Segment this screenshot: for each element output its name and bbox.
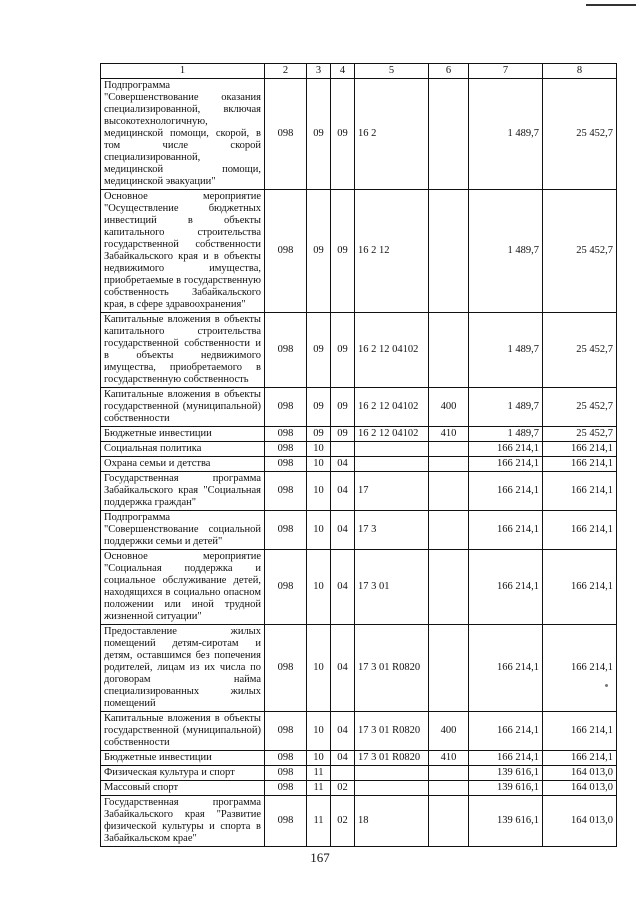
- amount-col7-cell: 166 214,1: [469, 442, 543, 457]
- expense-type-cell: [429, 472, 469, 511]
- name-cell: Капитальные вложения в объекты государственной (муниципальной) собственности: [101, 388, 265, 427]
- expense-type-cell: [429, 781, 469, 796]
- amount-col7-cell: 166 214,1: [469, 472, 543, 511]
- ministry-code-cell: 098: [265, 472, 307, 511]
- amount-col7-cell: 166 214,1: [469, 457, 543, 472]
- amount-col8-cell: 25 452,7: [543, 388, 617, 427]
- subsection-code-cell: 04: [331, 751, 355, 766]
- section-code-cell: 10: [307, 550, 331, 625]
- section-code-cell: 10: [307, 472, 331, 511]
- name-cell: Государственная программа Забайкальского края "Социальная поддержка граждан": [101, 472, 265, 511]
- name-cell: Подпрограмма "Совершенствование оказания специализированной, включая высокотехнологичную, медицинской помощи, скорой, в том числе скорой специализированной, медицинской помощи, медицинской эвакуации": [101, 79, 265, 190]
- ministry-code-cell: 098: [265, 712, 307, 751]
- amount-col7-cell: 1 489,7: [469, 190, 543, 313]
- section-code-cell: 09: [307, 388, 331, 427]
- subsection-code-cell: 09: [331, 388, 355, 427]
- subsection-code-cell: 09: [331, 427, 355, 442]
- table-row: [101, 79, 617, 190]
- header-cell: 8: [543, 64, 617, 79]
- scan-corner-mark: [586, 4, 636, 6]
- amount-col8-cell: 166 214,1: [543, 712, 617, 751]
- expense-type-cell: [429, 511, 469, 550]
- subsection-code-cell: 04: [331, 457, 355, 472]
- subsection-code-cell: 04: [331, 625, 355, 712]
- ministry-code-cell: 098: [265, 751, 307, 766]
- amount-col7-cell: 166 214,1: [469, 625, 543, 712]
- ministry-code-cell: 098: [265, 313, 307, 388]
- amount-col7-cell: 166 214,1: [469, 751, 543, 766]
- amount-col8-cell: 166 214,1: [543, 550, 617, 625]
- table-row: [101, 712, 617, 751]
- target-article-cell: [355, 442, 429, 457]
- amount-col7-cell: 1 489,7: [469, 427, 543, 442]
- name-cell: Социальная политика: [101, 442, 265, 457]
- expense-type-cell: 410: [429, 751, 469, 766]
- subsection-code-cell: 02: [331, 796, 355, 847]
- expense-type-cell: [429, 79, 469, 190]
- table-row: [101, 472, 617, 511]
- section-code-cell: 11: [307, 781, 331, 796]
- target-article-cell: 16 2 12: [355, 190, 429, 313]
- section-code-cell: 11: [307, 766, 331, 781]
- section-code-cell: 09: [307, 79, 331, 190]
- target-article-cell: 16 2 12 04102: [355, 313, 429, 388]
- table-row: [101, 457, 617, 472]
- amount-col7-cell: 166 214,1: [469, 550, 543, 625]
- header-cell: 6: [429, 64, 469, 79]
- section-code-cell: 09: [307, 190, 331, 313]
- subsection-code-cell: 04: [331, 712, 355, 751]
- header-row: [101, 64, 617, 79]
- name-cell: Бюджетные инвестиции: [101, 751, 265, 766]
- ministry-code-cell: 098: [265, 796, 307, 847]
- target-article-cell: 16 2: [355, 79, 429, 190]
- name-cell: Основное мероприятие "Осуществление бюджетных инвестиций в объекты капитального строительства государственной собственности Забайкальского края и в объекты недвижимого имущества, приобретаемые в государственную собственность Забайкальского края, в сфере здравоохранения": [101, 190, 265, 313]
- name-cell: Основное мероприятие "Социальная поддержка и социальное обслуживание детей, находящихся в социально опасном положении или иной трудной жизненной ситуации": [101, 550, 265, 625]
- amount-col7-cell: 139 616,1: [469, 796, 543, 847]
- section-code-cell: 09: [307, 313, 331, 388]
- section-code-cell: 10: [307, 457, 331, 472]
- amount-col8-cell: 25 452,7: [543, 427, 617, 442]
- amount-col8-cell: 166 214,1: [543, 457, 617, 472]
- table-row: [101, 427, 617, 442]
- ministry-code-cell: 098: [265, 511, 307, 550]
- header-cell: 2: [265, 64, 307, 79]
- amount-col8-cell: 166 214,1: [543, 442, 617, 457]
- name-cell: Предоставление жилых помещений детям-сиротам и детям, оставшимся без попечения родителей, лицам из их числа по договорам найма специализированных жилых помещений: [101, 625, 265, 712]
- ministry-code-cell: 098: [265, 190, 307, 313]
- amount-col8-cell: 25 452,7: [543, 190, 617, 313]
- expense-type-cell: [429, 457, 469, 472]
- target-article-cell: 18: [355, 796, 429, 847]
- expense-type-cell: [429, 796, 469, 847]
- header-cell: 4: [331, 64, 355, 79]
- header-cell: 7: [469, 64, 543, 79]
- expense-type-cell: [429, 313, 469, 388]
- subsection-code-cell: 09: [331, 79, 355, 190]
- target-article-cell: 17 3 01 R0820: [355, 625, 429, 712]
- amount-col8-cell: 164 013,0: [543, 781, 617, 796]
- amount-col7-cell: 1 489,7: [469, 388, 543, 427]
- budget-table: [100, 63, 617, 847]
- ministry-code-cell: 098: [265, 781, 307, 796]
- amount-col8-cell: 25 452,7: [543, 313, 617, 388]
- expense-type-cell: 410: [429, 427, 469, 442]
- target-article-cell: [355, 781, 429, 796]
- expense-type-cell: [429, 442, 469, 457]
- target-article-cell: 17 3: [355, 511, 429, 550]
- amount-col7-cell: 166 214,1: [469, 511, 543, 550]
- subsection-code-cell: 02: [331, 781, 355, 796]
- target-article-cell: 17 3 01 R0820: [355, 712, 429, 751]
- ministry-code-cell: 098: [265, 427, 307, 442]
- header-cell: 1: [101, 64, 265, 79]
- expense-type-cell: [429, 625, 469, 712]
- page-number: 167: [310, 850, 330, 865]
- amount-col8-cell: 164 013,0: [543, 796, 617, 847]
- expense-type-cell: [429, 550, 469, 625]
- ministry-code-cell: 098: [265, 766, 307, 781]
- section-code-cell: 09: [307, 427, 331, 442]
- table-row: [101, 766, 617, 781]
- ministry-code-cell: 098: [265, 388, 307, 427]
- table-row: [101, 442, 617, 457]
- table-row: [101, 781, 617, 796]
- name-cell: Охрана семьи и детства: [101, 457, 265, 472]
- ministry-code-cell: 098: [265, 550, 307, 625]
- section-code-cell: 10: [307, 712, 331, 751]
- table-row: [101, 625, 617, 712]
- amount-col8-cell: 164 013,0: [543, 766, 617, 781]
- amount-col8-cell: 166 214,1: [543, 472, 617, 511]
- name-cell: Государственная программа Забайкальского края "Развитие физической культуры и спорта в Забайкальском крае": [101, 796, 265, 847]
- expense-type-cell: 400: [429, 712, 469, 751]
- ministry-code-cell: 098: [265, 625, 307, 712]
- expense-type-cell: 400: [429, 388, 469, 427]
- target-article-cell: 16 2 12 04102: [355, 388, 429, 427]
- section-code-cell: 11: [307, 796, 331, 847]
- section-code-cell: 10: [307, 511, 331, 550]
- amount-col7-cell: 1 489,7: [469, 313, 543, 388]
- header-cell: 3: [307, 64, 331, 79]
- target-article-cell: 17 3 01 R0820: [355, 751, 429, 766]
- section-code-cell: 10: [307, 751, 331, 766]
- table-row: [101, 313, 617, 388]
- name-cell: Бюджетные инвестиции: [101, 427, 265, 442]
- target-article-cell: 17: [355, 472, 429, 511]
- subsection-code-cell: [331, 766, 355, 781]
- amount-col7-cell: 1 489,7: [469, 79, 543, 190]
- table-row: [101, 796, 617, 847]
- section-code-cell: 10: [307, 442, 331, 457]
- amount-col8-cell: 166 214,1: [543, 751, 617, 766]
- target-article-cell: 16 2 12 04102: [355, 427, 429, 442]
- name-cell: Подпрограмма "Совершенствование социальной поддержки семьи и детей": [101, 511, 265, 550]
- name-cell: Капитальные вложения в объекты государственной (муниципальной) собственности: [101, 712, 265, 751]
- amount-col8-cell: 166 214,1: [543, 511, 617, 550]
- target-article-cell: 17 3 01: [355, 550, 429, 625]
- table-row: [101, 511, 617, 550]
- amount-col7-cell: 166 214,1: [469, 712, 543, 751]
- ministry-code-cell: 098: [265, 457, 307, 472]
- amount-col7-cell: 139 616,1: [469, 781, 543, 796]
- table-row: [101, 550, 617, 625]
- subsection-code-cell: 04: [331, 550, 355, 625]
- subsection-code-cell: 04: [331, 511, 355, 550]
- subsection-code-cell: 09: [331, 190, 355, 313]
- ministry-code-cell: 098: [265, 79, 307, 190]
- table-row: [101, 388, 617, 427]
- subsection-code-cell: [331, 442, 355, 457]
- subsection-code-cell: 04: [331, 472, 355, 511]
- amount-col8-cell: 166 214,1: [543, 625, 617, 712]
- name-cell: Капитальные вложения в объекты капитального строительства государственной собственности и в объекты недвижимого имущества, приобретаемого в государственную собственность: [101, 313, 265, 388]
- amount-col8-cell: 25 452,7: [543, 79, 617, 190]
- expense-type-cell: [429, 190, 469, 313]
- header-cell: 5: [355, 64, 429, 79]
- budget-table-body: [101, 64, 617, 847]
- section-code-cell: 10: [307, 625, 331, 712]
- expense-type-cell: [429, 766, 469, 781]
- target-article-cell: [355, 766, 429, 781]
- subsection-code-cell: 09: [331, 313, 355, 388]
- name-cell: Физическая культура и спорт: [101, 766, 265, 781]
- ministry-code-cell: 098: [265, 442, 307, 457]
- table-row: [101, 751, 617, 766]
- target-article-cell: [355, 457, 429, 472]
- name-cell: Массовый спорт: [101, 781, 265, 796]
- table-row: [101, 190, 617, 313]
- amount-col7-cell: 139 616,1: [469, 766, 543, 781]
